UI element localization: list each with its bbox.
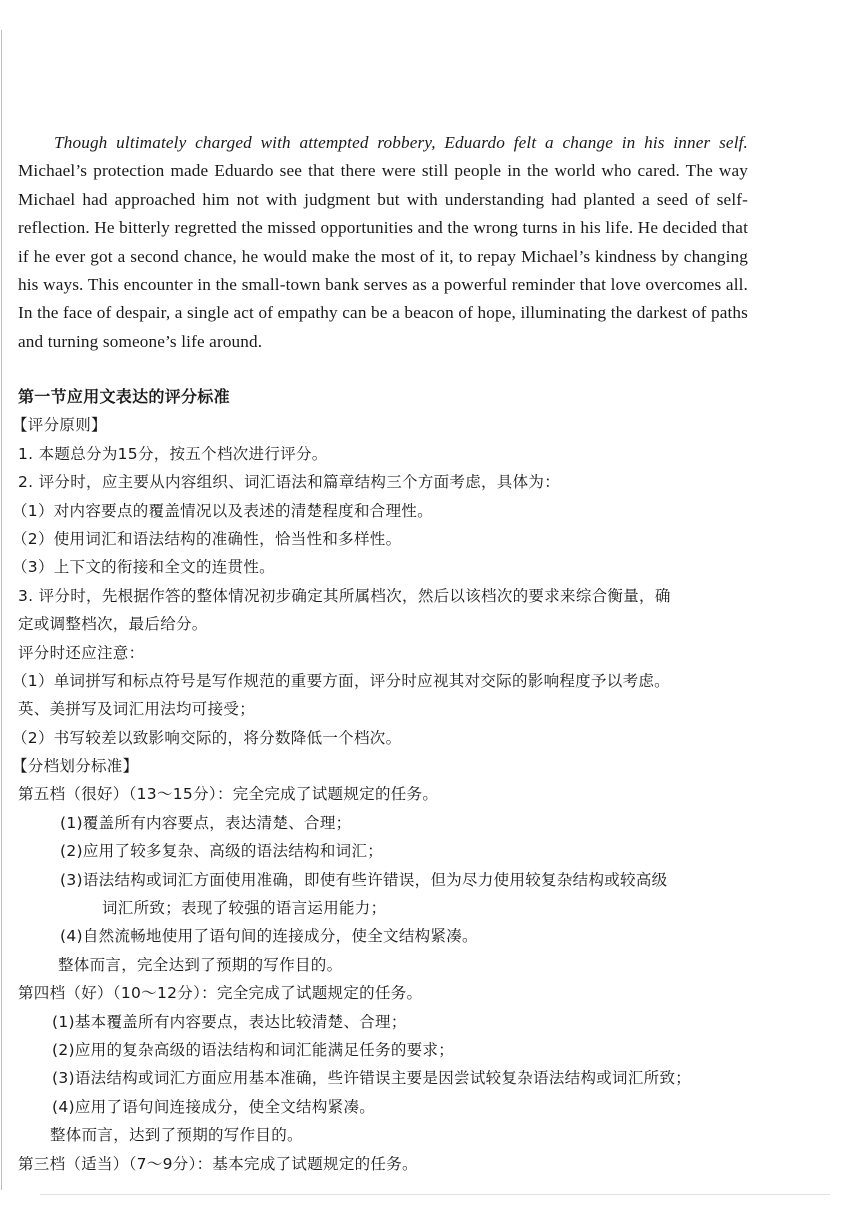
level-4-item-3: (3)语法结构或词汇方面应用基本准确，些许错误主要是因尝试较复杂语法结构或词汇所致； <box>52 1069 692 1088</box>
scoring-rubric <box>12 383 758 1178</box>
note-2: （2）书写较差以致影响交际的，将分数降低一个档次。 <box>12 728 402 747</box>
level-5-item-1: (1)覆盖所有内容要点，表达清楚、合理； <box>60 813 352 832</box>
level-5-item-3-line-1: (3)语法结构或词汇方面使用准确，即使有些许错误，但为尽力使用较复杂结构或较高级 <box>60 870 668 889</box>
notes-title: 评分时还应注意： <box>18 643 145 662</box>
essay-body-text: Michael’s protection made Eduardo see that there were still people in the world who cared. The way Michael had approached him not with judgment but with understanding had planted a seed of self-reflection. He bitterly regretted the missed opportunities and the wrong turns in his life. He decided that if he ever got a second chance, he would make the most of it, to repay Michael’s kindness by changing his ways. This encounter in the small-town bank serves as a powerful reminder that love overcomes all. In the face of despair, a single act of empathy can be a beacon of hope, illuminating the darkest of paths and turning someone’s life around. <box>18 161 748 351</box>
principles-title: 【评分原则】 <box>12 416 107 435</box>
note-1-line-2: 英、美拼写及词汇用法均可接受； <box>18 700 256 719</box>
section-heading: 第一节应用文表达的评分标准 <box>18 387 230 406</box>
principle-2-item-2: （2）使用词汇和语法结构的准确性，恰当性和多样性。 <box>12 529 402 548</box>
principle-1: 1. 本题总分为15分，按五个档次进行评分。 <box>18 444 328 463</box>
levels-title: 【分档划分标准】 <box>12 757 139 776</box>
level-4-summary: 整体而言，达到了预期的写作目的。 <box>50 1126 303 1145</box>
level-5-title: 第五档（很好）（13～15分）：完全完成了试题规定的任务。 <box>18 785 439 804</box>
level-5-item-3-line-2: 词汇所致；表现了较强的语言运用能力； <box>102 899 387 918</box>
level-4-title: 第四档（好）（10～12分）：完全完成了试题规定的任务。 <box>18 984 423 1003</box>
principle-3-line-2: 定或调整档次，最后给分。 <box>18 615 208 634</box>
level-4-item-1: (1)基本覆盖所有内容要点，表达比较清楚、合理； <box>52 1012 407 1031</box>
essay-lead-sentence: Though ultimately charged with attempted robbery, Eduardo felt a change in his inner self. <box>54 133 748 152</box>
page-left-border <box>1 30 2 1190</box>
principle-2-item-1: （1）对内容要点的覆盖情况以及表述的清楚程度和合理性。 <box>12 501 433 520</box>
principle-3-line-1: 3. 评分时，先根据作答的整体情况初步确定其所属档次，然后以该档次的要求来综合衡量，确 <box>18 586 671 605</box>
level-4-item-2: (2)应用的复杂高级的语法结构和词汇能满足任务的要求； <box>52 1040 455 1059</box>
essay-paragraph <box>18 129 748 356</box>
principle-2-item-3: （3）上下文的衔接和全文的连贯性。 <box>12 558 275 577</box>
level-4-item-4: (4)应用了语句间连接成分，使全文结构紧凑。 <box>52 1097 376 1116</box>
level-5-item-2: (2)应用了较多复杂、高级的语法结构和词汇； <box>60 842 384 861</box>
level-5-summary: 整体而言，完全达到了预期的写作目的。 <box>58 955 343 974</box>
note-1-line-1: （1）单词拼写和标点符号是写作规范的重要方面，评分时应视其对交际的影响程度予以考虑。 <box>12 671 670 690</box>
level-5-item-4: (4)自然流畅地使用了语句间的连接成分，使全文结构紧凑。 <box>60 927 478 946</box>
page-bottom-divider <box>40 1194 830 1195</box>
principle-2: 2. 评分时，应主要从内容组织、词汇语法和篇章结构三个方面考虑，具体为： <box>18 473 561 492</box>
level-3-title: 第三档（适当）（7～9分）：基本完成了试题规定的任务。 <box>18 1154 418 1173</box>
